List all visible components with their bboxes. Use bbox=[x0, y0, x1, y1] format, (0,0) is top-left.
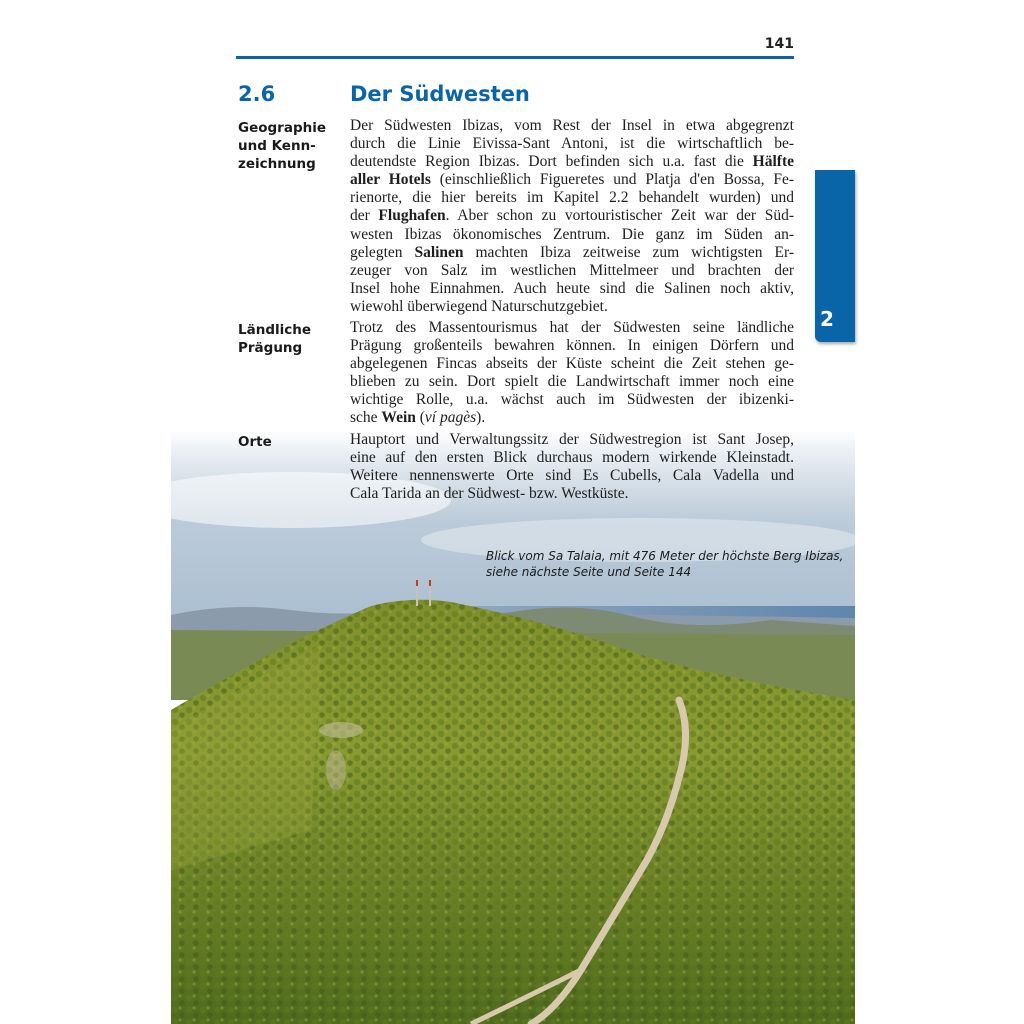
side-label-line: Orte bbox=[238, 434, 272, 450]
bold-term: Wein bbox=[381, 409, 416, 427]
side-label-geographie bbox=[238, 119, 338, 173]
text-run: Prägung großenteils bewahren können. In einigen Dörfern und bbox=[350, 337, 794, 355]
bold-term: aller Hotels bbox=[350, 171, 431, 189]
text-run: sche bbox=[350, 409, 382, 427]
section-title: Der Südwesten bbox=[350, 82, 530, 106]
chapter-tab-label: 2 bbox=[820, 307, 834, 331]
text-run: blieben zu sein. Dort spielt die Landwirtschaft immer noch eine bbox=[350, 373, 794, 391]
paragraph-geographie bbox=[350, 117, 794, 316]
side-label-line: zeichnung bbox=[238, 156, 316, 172]
page-number: 141 bbox=[764, 36, 794, 52]
side-label-line: und Kenn- bbox=[238, 138, 316, 154]
text-run: gelegten bbox=[350, 243, 415, 261]
text-run: zeuger von Salz im westlichen Mittelmeer und brachten der bbox=[350, 261, 794, 279]
text-line bbox=[350, 391, 794, 409]
caption-line: Blick vom Sa Talaia, mit 476 Meter der höchste Berg Ibizas, bbox=[486, 549, 844, 563]
text-run: Cala Tarida an der Südwest- bzw. Westküste. bbox=[350, 485, 629, 503]
side-label-line: Prägung bbox=[238, 340, 303, 356]
text-line bbox=[350, 355, 794, 373]
landscape-photo bbox=[171, 430, 855, 1024]
text-line bbox=[350, 262, 794, 280]
bold-term: Salinen bbox=[414, 243, 464, 261]
text-line bbox=[350, 449, 794, 467]
text-run: westen Ibizas ökonomisches Zentrum. Die ganz im Süden an- bbox=[350, 225, 794, 243]
italic-term: ví pagès bbox=[424, 409, 477, 427]
bold-term: Hälfte bbox=[752, 153, 794, 171]
text-run: ( bbox=[415, 409, 425, 427]
text-line bbox=[350, 207, 794, 225]
text-run: Trotz des Massentourismus hat der Südwesten seine ländliche bbox=[350, 319, 794, 336]
text-line bbox=[350, 244, 794, 262]
text-line bbox=[350, 153, 794, 171]
paragraph-orte bbox=[350, 431, 794, 503]
text-line bbox=[350, 467, 794, 485]
photo-caption bbox=[486, 548, 844, 580]
text-line bbox=[350, 485, 794, 503]
text-run: abgelegenen Fincas abseits der Küste scheint die Zeit stehen ge- bbox=[350, 355, 794, 373]
bold-term: Flughafen bbox=[378, 207, 446, 225]
text-line bbox=[350, 171, 794, 189]
text-line bbox=[350, 226, 794, 244]
text-run: eine auf den ersten Blick durchaus modern wirkende Kleinstadt. bbox=[350, 449, 794, 467]
side-label-line: Geographie bbox=[238, 120, 327, 136]
text-run: durch die Linie Eivissa-Sant Antoni, ist die wirtschaftlich be- bbox=[350, 135, 794, 153]
text-line bbox=[350, 280, 794, 298]
text-line bbox=[350, 409, 794, 427]
text-run: (einschließlich Figueretes und Platja d'en Bossa, Fe- bbox=[430, 171, 794, 189]
text-run: Insel hohe Einnahmen. Auch heute sind die Salinen noch aktiv, bbox=[350, 279, 794, 297]
text-run: deutendste Region Ibizas. Dort befinden sich u.a. fast die bbox=[350, 153, 753, 171]
text-run: . Aber schon zu vortouristischer Zeit war der Süd- bbox=[445, 207, 794, 225]
side-label-laendliche-praegung bbox=[238, 321, 338, 357]
side-label-orte bbox=[238, 433, 338, 451]
text-run: wiewohl überwiegend Naturschutzgebiet. bbox=[350, 297, 608, 315]
caption-line: siehe nächste Seite und Seite 144 bbox=[486, 565, 692, 579]
side-label-line: Ländliche bbox=[238, 322, 312, 338]
text-line bbox=[350, 117, 794, 135]
text-run: rienorte, die hier bereits im Kapitel 2.2 behandelt wurden) und bbox=[350, 189, 794, 207]
header-rule bbox=[236, 56, 794, 59]
text-run: Der Südwesten Ibizas, vom Rest der Insel in etwa abgegrenzt bbox=[350, 117, 794, 134]
text-run: ). bbox=[476, 409, 486, 427]
section-number: 2.6 bbox=[238, 82, 276, 106]
text-line bbox=[350, 189, 794, 207]
text-run: Weitere nennenswerte Orte sind Es Cubells, Cala Vadella und bbox=[350, 467, 794, 485]
text-run: der bbox=[350, 207, 379, 225]
text-run: Hauptort und Verwaltungssitz der Südwestregion ist Sant Josep, bbox=[350, 431, 794, 448]
paragraph-laendliche-praegung bbox=[350, 319, 794, 428]
text-line bbox=[350, 298, 794, 316]
text-line bbox=[350, 319, 794, 337]
text-line bbox=[350, 373, 794, 391]
text-line bbox=[350, 431, 794, 449]
text-run: wichtige Rolle, u.a. wächst auch im Südwesten der ibizenki- bbox=[350, 391, 794, 409]
text-line bbox=[350, 135, 794, 153]
text-run: machten Ibiza zeitweise zum wichtigsten Er- bbox=[463, 243, 794, 261]
text-line bbox=[350, 337, 794, 355]
